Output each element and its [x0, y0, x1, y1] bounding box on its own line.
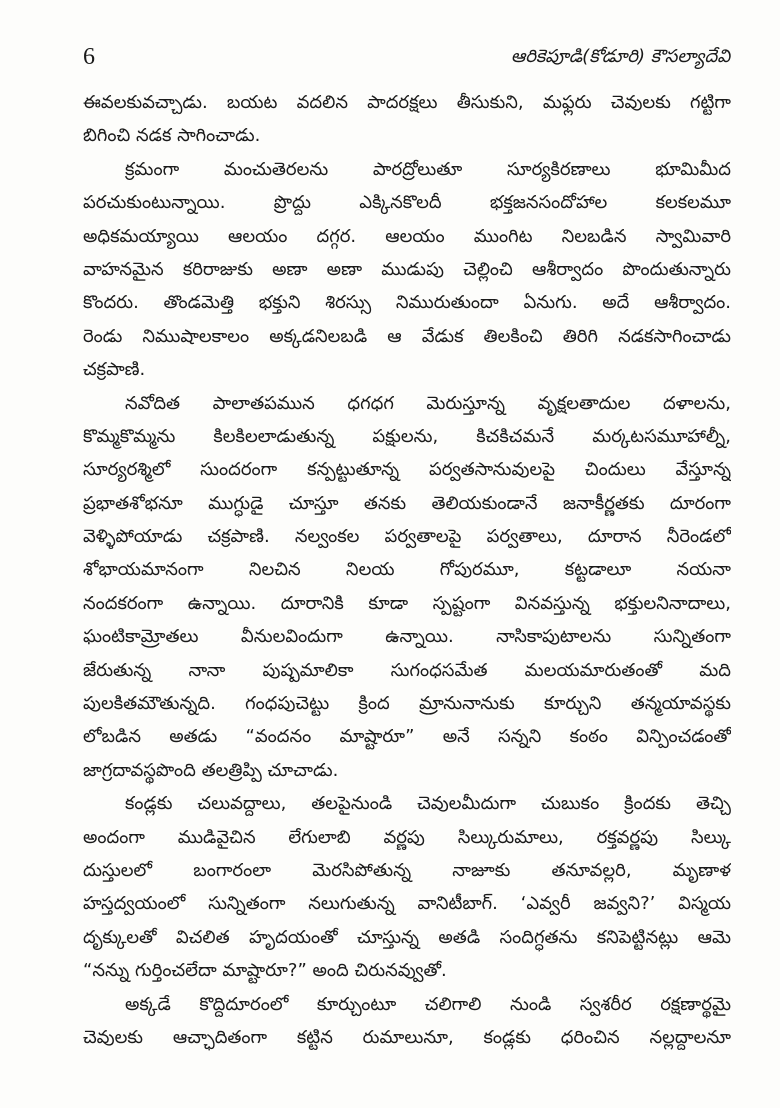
- text-line: పులకితమౌతున్నది. గంధపుచెట్టు క్రింద మ్రానునానుకు కూర్చుని తన్మయావస్థకు: [83, 693, 731, 715]
- text-line: దుస్తులలో బంగారంలా మెరసిపోతున్న నాజూకు తనూవల్లరి, మృణాళ: [83, 859, 731, 881]
- text-line: శోభాయమానంగా నిలచిన నిలయ గోపురమూ, కట్టడాలూ నయనా: [83, 559, 731, 581]
- paragraph: [83, 787, 731, 987]
- text-line: సూర్యరశ్మిలో సుందరంగా కన్పట్టుతూన్న పర్వతసానువులపై చిందులు వేస్తూన్న: [83, 459, 731, 481]
- text-line: నవోదిత పాలాతపమున ధగధగ మెరుస్తూన్న వృక్షలతాదుల దళాలను,: [125, 392, 731, 414]
- text-line: కొందరు. తొండమెత్తి భక్తుని శిరస్సు నిమురుతుందా ఏనుగు. అదే ఆశీర్వాదం.: [83, 292, 731, 314]
- text-line: నందకరంగా ఉన్నాయి. దూరానికి కూడా స్పష్టంగా వినవస్తున్న భక్తులనినాదాలు,: [83, 592, 731, 614]
- paragraph: [83, 153, 731, 387]
- text-line: అందంగా ముడివైచిన లేగులాబి వర్ణపు సిల్కురుమాలు, రక్తవర్ణపు సిల్కు: [83, 826, 731, 848]
- paragraph: [83, 387, 731, 788]
- text-line: చక్రపాణి.: [83, 359, 146, 381]
- text-line: వెళ్ళిపోయాడు చక్రపాణి. నల్వంకల పర్వతాలపై పర్వతాలు, దూరాన నీరెండలో: [83, 526, 731, 548]
- text-line: లోబడిన అతడు “వందనం మాష్టారూ” అనే సన్నని కంఠం విన్పించడంతో: [83, 726, 731, 748]
- text-line: దృక్కులతో విచలిత హృదయంతో చూస్తున్న అతడి సందిగ్ధతను కనిపెట్టినట్లు ఆమె: [83, 926, 731, 948]
- running-head: ఆరికెపూడి(కోడూరి) కౌసల్యాదేవి: [510, 46, 730, 67]
- text-line: ఘంటికామ్రోతలు వీనులవిందుగా ఉన్నాయి. నాసికాపుటాలను సున్నితంగా: [83, 626, 731, 648]
- text-line: జేరుతున్న నానా పుష్పమాలికా సుగంధసమేత మలయమారుతంతో మది: [83, 659, 731, 681]
- body-text: [83, 86, 731, 1054]
- text-line: రెండు నిముషాలకాలం అక్కడనిలబడి ఆ వేడుక తిలకించి తిరిగి నడకసాగించాడు: [83, 325, 731, 347]
- text-line: పరచుకుంటున్నాయి. ప్రొద్దు ఎక్కినకొలదీ భక్తజనసందోహాల కలకలమూ: [83, 192, 731, 214]
- paragraph: [83, 86, 731, 153]
- text-line: ప్రభాతశోభనూ ముగ్ధుడై చూస్తూ తనకు తెలియకుండానే జనాకీర్ణతకు దూరంగా: [83, 492, 731, 514]
- text-line: అధికమయ్యాయి ఆలయం దగ్గర. ఆలయం ముంగిట నిలబడిన స్వామివారి: [83, 225, 731, 247]
- text-line: కండ్లకు చలువద్దాలు, తలపైనుండి చెవులమీదుగా చుబుకం క్రిందకు తెచ్చి: [125, 793, 731, 815]
- text-line: ఈవలకువచ్చాడు. బయట వదలిన పాదరక్షలు తీసుకుని, మఫ్లరు చెవులకు గట్టిగా: [83, 92, 731, 113]
- text-line: హస్తద్వయంలో సున్నితంగా నలుగుతున్న వానిటీబాగ్. ‘ఎవ్వరీ జవ్వని?’ విస్మయ: [83, 893, 731, 915]
- paragraph: [83, 988, 731, 1055]
- text-line: వాహనమైన కరిరాజుకు అణా అణా ముడుపు చెల్లించి ఆశీర్వాదం పొందుతున్నారు: [83, 258, 731, 280]
- text-line: క్రమంగా మంచుతెరలను పారద్రోలుతూ సూర్యకిరణాలు భూమిమీద: [125, 158, 731, 180]
- text-line: జాగ్రదావస్థపొంది తలత్రిప్పి చూచాడు.: [83, 759, 339, 781]
- text-line: కొమ్మకొమ్మను కిలకిలలాడుతున్న పక్షులను, కిచకిచమనే మర్కటసమూహాల్నీ,: [83, 425, 731, 447]
- text-line: చెవులకు ఆచ్ఛాదితంగా కట్టిన రుమాలునూ, కండ్లకు ధరించిన నల్లద్దాలనూ: [83, 1026, 731, 1048]
- text-line: అక్కడే కొద్దిదూరంలో కూర్చుంటూ చలిగాలి నుండి స్వశరీర రక్షణార్థమై: [125, 993, 731, 1015]
- text-line: “నన్ను గుర్తించలేదా మాష్టారూ?” అంది చిరునవ్వుతో.: [83, 960, 447, 982]
- page-number: 6: [83, 44, 95, 70]
- text-line: బిగించి నడక సాగించాడు.: [83, 125, 261, 147]
